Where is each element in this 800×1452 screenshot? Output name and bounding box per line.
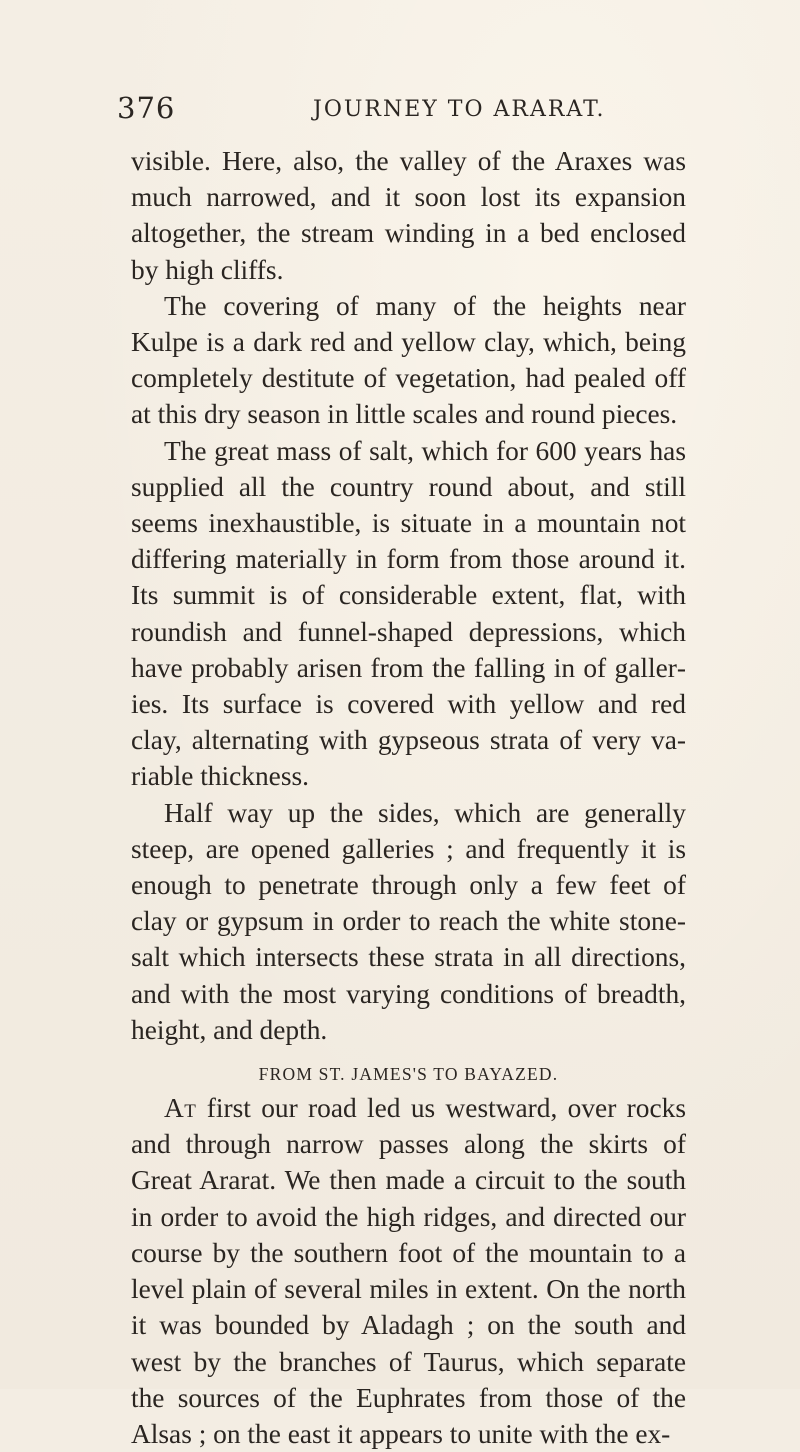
page-header bbox=[117, 88, 697, 138]
paragraph-galleries: Half way up the sides, which are generally steep, are opened galleries ; and frequently it is enough to penetrate through only a few feet of clay or gypsum in order to reach the white stone-salt which intersects these strata in all directions, and with the most varying conditions of breadth, height, and depth. bbox=[131, 797, 686, 1045]
page-body bbox=[131, 143, 686, 1452]
paragraph-road-westward-text: first our road led us westward, over rocks and through narrow passes along the skirts of Great Ararat. We then made a circuit to the south in order to avoid the high ridges, and directed our course by the southern foot of the mountain to a level plain of several miles in extent. On the north it was bounded by Aladagh ; on the south and west by the branches of Taurus, which separate the sources of the Euphrates from those of the Alsas ; on the east it appears to unite with the ex- bbox=[131, 1093, 686, 1449]
paragraph-salt-mountain: The great mass of salt, which for 600 years has supplied all the country round about, and still seems inexhaustible, is situate in a mountain not differing materially in form from those around it. Its summit is of considerable extent, flat, with roundish and funnel-shaped depressions, which have probably arisen from the falling in of galleries. Its surface is covered with yellow and red clay, alternating with gypseous strata of very variable thickness. bbox=[131, 435, 686, 792]
page-number: 376 bbox=[117, 91, 176, 125]
lead-word: At bbox=[164, 1093, 197, 1124]
running-head: JOURNEY TO ARARAT. bbox=[313, 97, 606, 122]
paragraph-kulpe-clay: The covering of many of the heights near Kulpe is a dark red and yellow clay, which, being completely destitute of vegetation, had pealed off at this dry season in little scales and round pieces. bbox=[131, 290, 686, 430]
section-heading: FROM ST. JAMES'S TO BAYAZED. bbox=[258, 1064, 559, 1085]
paragraph-road-westward bbox=[131, 1090, 686, 1452]
paragraph-continued: visible. Here, also, the valley of the Araxes was much narrowed, and it soon lost its expansion altogether, the stream winding in a bed enclosed by high cliffs. bbox=[131, 146, 686, 285]
